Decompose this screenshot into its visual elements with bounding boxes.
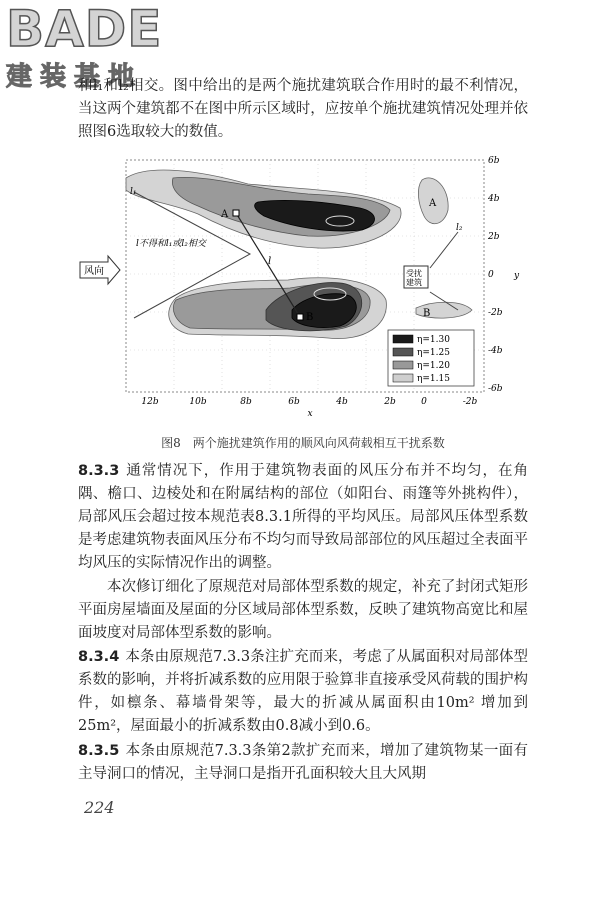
x-ticks [141,397,477,407]
y-tick-4b: 4b [488,194,500,204]
legend-label-130: η=1.30 [417,335,450,345]
building-B [297,314,303,320]
x-tick-10b: 10b [189,397,207,407]
section-number: 8.3.3 [78,463,120,479]
label-not-intersect: l不得和l₁或l₂相交 [136,239,206,249]
x-tick-12b: 12b [141,397,159,407]
y-tick-minus-4b: -4b [488,346,503,356]
legend-swatch-125 [393,348,413,356]
section-number: 8.3.4 [78,649,120,665]
section-text: 本条由原规范7.3.3条第2款扩充而来，增加了建筑物某一面有主导洞口的情况，主导洞口是指开孔面积较大且大风期 [78,743,528,782]
x-tick-8b: 8b [240,397,252,407]
building-A [233,210,239,216]
legend-swatch-120 [393,361,413,369]
section-text: 通常情况下，作用于建筑物表面的风压分布并不均匀，在角隅、檐口、边棱处和在附属结构的部位（如阳台、雨篷等外挑构件），局部风压会超过按本规范表8.3.1所得的平均风压。局部风压体型系数是考虑建筑物表面风压分布不均匀而导致局部部位的风压超过全表面平均风压的实际情况作出的调整。 [78,463,528,571]
wind-label: 风向 [84,266,104,277]
logo-brand: BADE [6,0,163,58]
label-l: l [268,256,272,267]
y-tick-minus-2b: -2b [488,308,503,318]
x-tick-6b: 6b [288,397,300,407]
label-interfered-2: 建筑 [406,278,422,287]
x-tick-4b: 4b [336,397,348,407]
legend-label-120: η=1.20 [417,361,450,371]
section-8-3-3 [78,460,528,575]
y-tick-0: 0 [488,270,494,280]
y-tick-minus-6b: -6b [488,384,503,394]
y-axis-label: y [514,271,520,281]
figure-caption: 图8 两个施扰建筑作用的顺风向风荷载相互干扰系数 [161,436,445,450]
x-axis-label: x [307,409,313,419]
page-number: 224 [84,798,115,817]
label-A-right: A [429,198,437,209]
intro-paragraph: 和l₁和l₂相交。图中给出的是两个施扰建筑联合作用时的最不利情况，当这两个建筑都不在图中所示区域时，应按单个施扰建筑情况处理并依照图6选取较大的数值。 [78,78,528,140]
logo-subtitle: 建装基地 [6,62,143,92]
section-number: 8.3.5 [78,743,120,759]
figure-8 [78,150,528,420]
label-B-right: B [423,308,431,319]
section-revision-note [78,576,528,645]
legend-swatch-115 [393,374,413,382]
legend-swatch-130 [393,335,413,343]
x-tick-2b: 2b [384,397,396,407]
y-tick-6b: 6b [488,156,500,166]
label-B: B [306,312,314,323]
label-l2: l₂ [456,223,463,233]
label-interfered-1: 受扰 [406,269,422,278]
legend-label-125: η=1.25 [417,348,450,358]
x-tick-minus-2b: -2b [462,397,478,407]
label-A: A [221,209,229,220]
y-ticks [487,156,503,394]
legend-label-115: η=1.15 [417,374,450,384]
section-text: 本次修订细化了原规范对局部体型系数的规定，补充了封闭式矩形平面房屋墙面及屋面的分区域局部体型系数，反映了建筑物高宽比和屋面坡度对局部体型系数的影响。 [78,579,528,641]
section-8-3-4 [78,646,528,738]
line-l2 [430,232,458,268]
label-l1: l₁ [130,187,137,197]
section-8-3-5 [78,740,528,786]
section-text: 本条由原规范7.3.3条注扩充而来，考虑了从属面积对局部体型系数的影响，并将折减系数的应用限于验算非直接承受风荷载的围护构件，如檩条、幕墙骨架等，最大的折减从属面积由10m² 增加到25m²，屋面最小的折减系数由0.8减小到0.6。 [78,649,528,734]
x-tick-0: 0 [421,397,427,407]
y-tick-2b: 2b [488,232,500,242]
interference-diagram [78,150,528,420]
